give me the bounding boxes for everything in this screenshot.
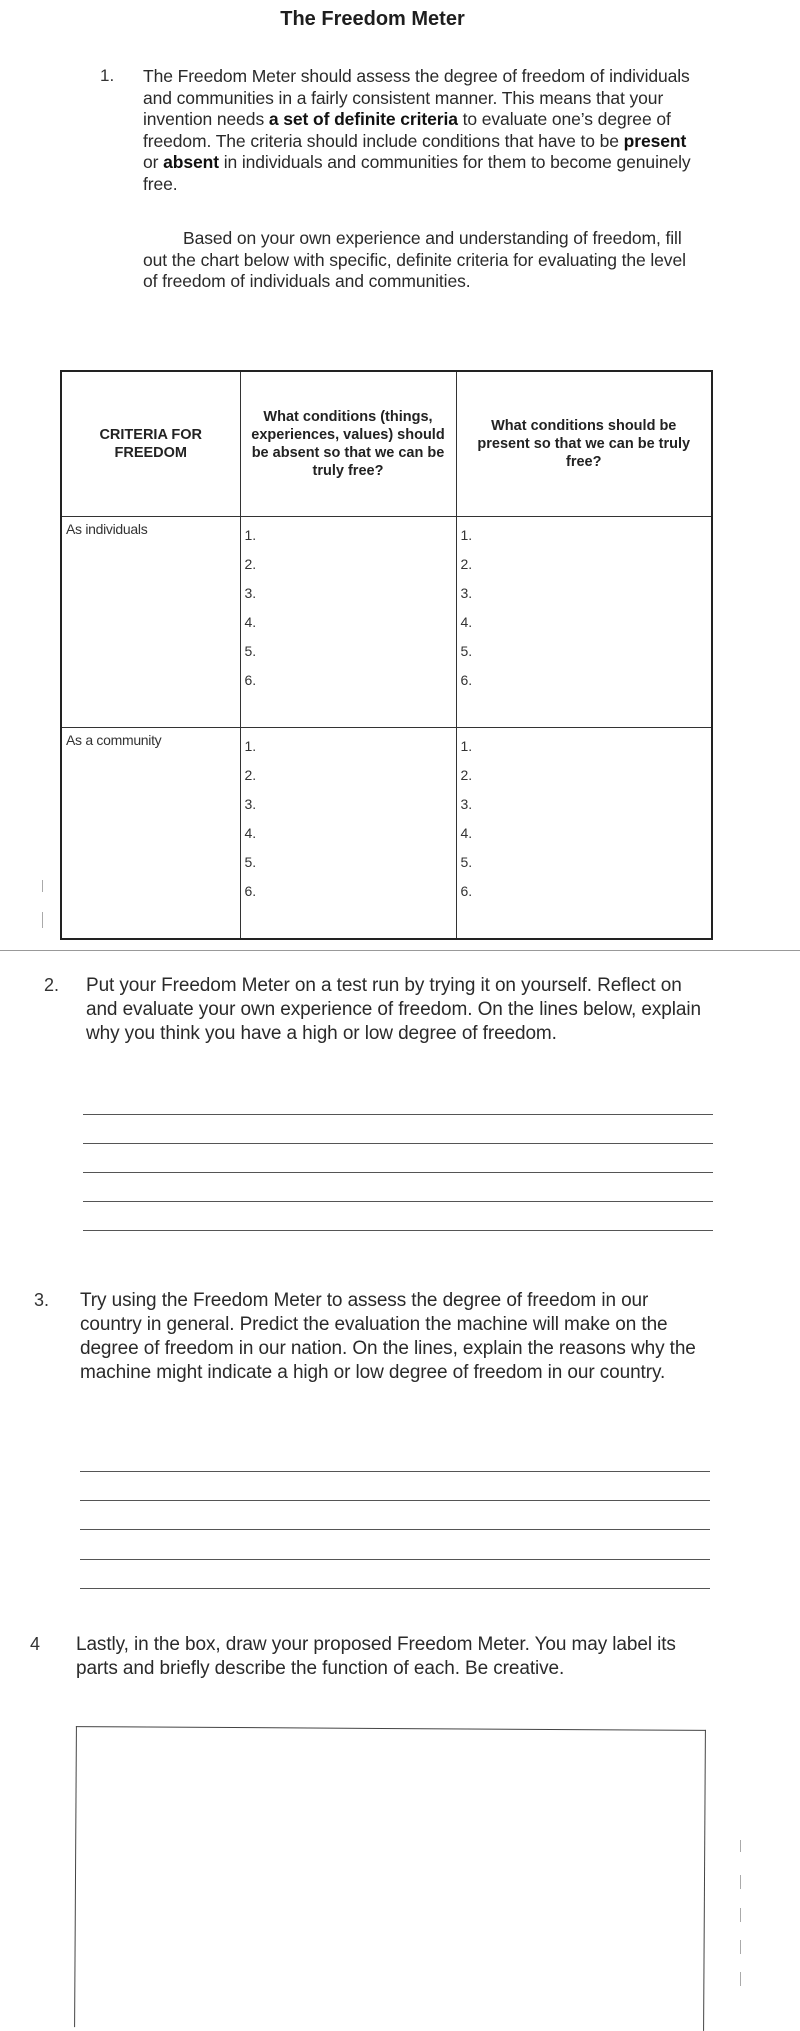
question-3-text: Try using the Freedom Meter to assess the degree of freedom in our country in general. Predict the evaluation the machine will make on the degree of freedom in our nation. On the lines, explain the reasons why the machine might indicate a high or low degree of freedom in our country.	[80, 1290, 696, 1383]
list-item: 2.	[460, 556, 473, 572]
question-1-chart-instructions: Based on your own experience and understanding of freedom, fill out the chart below with specific, definite criteria for evaluating the level of freedom of individuals and communities.	[143, 228, 686, 291]
present-cell-community[interactable]	[456, 727, 712, 939]
question-2-text: Put your Freedom Meter on a test run by trying it on yourself. Reflect on and evaluate your own experience of freedom. On the lines below, explain why you think you have a high or low degree of freedom.	[86, 975, 701, 1044]
q1-text-present: present	[623, 130, 687, 151]
q1-text-criteria: a set of definite criteria	[268, 109, 458, 129]
page-separator-line	[0, 950, 800, 951]
margin-tick	[740, 1840, 741, 1852]
margin-tick	[740, 1972, 741, 1986]
list-item: 1.	[460, 737, 473, 754]
q1-text-g: in individuals and communities for them to become genuinely free.	[143, 152, 691, 194]
list-item: 4.	[244, 824, 257, 841]
list-item: 1.	[460, 527, 473, 543]
answer-line[interactable]	[80, 1588, 710, 1589]
question-2-number: 2.	[44, 975, 60, 995]
table-header-row	[61, 371, 712, 517]
margin-tick	[740, 1875, 741, 1889]
margin-tick	[740, 1908, 741, 1922]
list-item: 5.	[244, 853, 257, 870]
answer-line[interactable]	[83, 1230, 713, 1231]
criteria-table	[60, 370, 713, 940]
list-item: 1.	[244, 527, 257, 543]
margin-tick	[42, 880, 43, 892]
list-item: 4.	[244, 614, 257, 630]
list-item: 3.	[460, 585, 473, 601]
list-item: 1.	[244, 737, 257, 754]
row-label-individuals: As individuals	[61, 517, 240, 728]
margin-tick	[740, 1940, 741, 1954]
answer-line[interactable]	[80, 1529, 710, 1530]
list-item: 5.	[244, 643, 257, 659]
answer-line[interactable]	[83, 1201, 713, 1202]
list-item: 4.	[460, 824, 473, 841]
header-criteria: CRITERIA FOR FREEDOM	[61, 371, 240, 517]
list-item: 2.	[244, 766, 257, 783]
drawing-box[interactable]	[74, 1726, 706, 2031]
row-label-community: As a community	[61, 727, 240, 939]
absent-cell-community[interactable]	[240, 727, 456, 939]
answer-line[interactable]	[83, 1143, 713, 1144]
q1-text-c: to evaluate one’s degree of freedom. The criteria should include conditions that have to be	[143, 109, 671, 151]
header-present-conditions: What conditions should be present so that we can be truly free?	[456, 371, 712, 517]
list-item: 6.	[460, 672, 473, 688]
q1-text-a: The Freedom Meter should assess the degree of freedom of individuals and communities in a fairly consistent manner. This means that your invention needs	[143, 66, 690, 129]
answer-line[interactable]	[80, 1471, 710, 1472]
answer-line[interactable]	[80, 1500, 710, 1501]
question-1-instructions	[143, 66, 703, 195]
list-item: 3.	[460, 795, 473, 812]
list-item: 4.	[460, 614, 473, 630]
question-4-number: 4	[30, 1634, 41, 1654]
question-1-number: 1.	[100, 66, 115, 85]
list-item: 3.	[244, 585, 257, 601]
header-absent-conditions: What conditions (things, experiences, values) should be absent so that we can be truly free?	[240, 371, 456, 517]
list-item: 2.	[244, 556, 257, 572]
answer-line[interactable]	[83, 1114, 713, 1115]
list-item: 6.	[244, 882, 257, 899]
list-item: 6.	[244, 672, 257, 688]
list-item: 6.	[460, 882, 473, 899]
list-item: 3.	[244, 795, 257, 812]
list-item: 5.	[460, 643, 473, 659]
list-item: 5.	[460, 853, 473, 870]
absent-cell-individuals[interactable]	[240, 517, 456, 728]
table-row-community	[61, 727, 712, 939]
question-4-text: Lastly, in the box, draw your proposed Freedom Meter. You may label its parts and briefly describe the function of each. Be creative.	[76, 1634, 676, 1679]
answer-line[interactable]	[80, 1559, 710, 1560]
list-item: 2.	[460, 766, 473, 783]
table-row-individuals	[61, 517, 712, 728]
q1-text-e: or	[143, 152, 164, 172]
q1-text-absent: absent	[163, 152, 219, 172]
margin-tick	[42, 912, 43, 928]
question-3-number: 3.	[34, 1290, 50, 1310]
answer-line[interactable]	[83, 1172, 713, 1173]
page-title: The Freedom Meter	[280, 8, 465, 30]
present-cell-individuals[interactable]	[456, 517, 712, 728]
